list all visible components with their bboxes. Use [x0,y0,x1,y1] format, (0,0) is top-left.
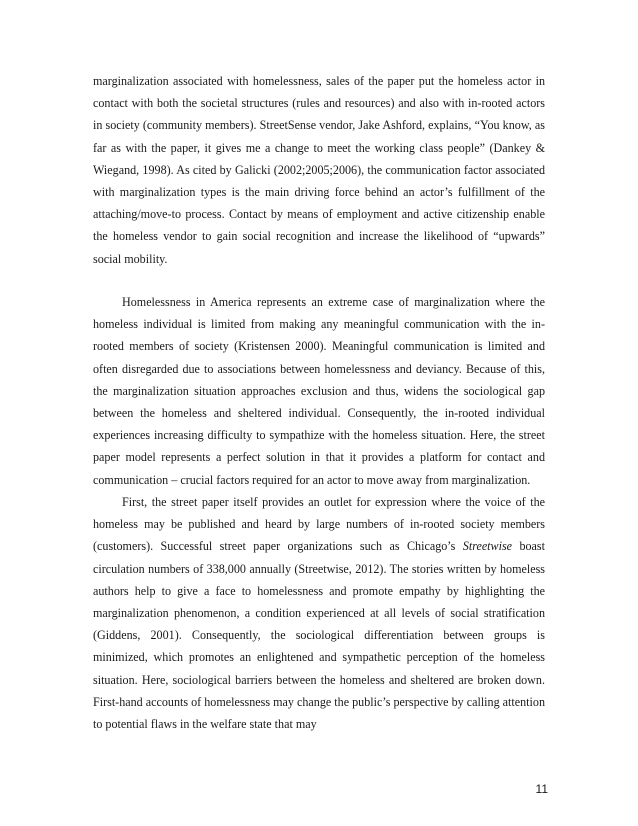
paragraph-3-text-after: boast circulation numbers of 338,000 annually (Streetwise, 2012). The stories written by homeless authors help to give a face to homelessness and promote empathy by highlighting the marginalization phenomenon, a condition experienced at all levels of social stratification (Giddens, 2001). Consequently, the sociological differentiation between groups is minimized, which promotes an enlightened and sympathetic perception of the homeless situation. Here, sociological barriers between the homeless and sheltered are broken down. First-hand accounts of homelessness may change the public’s perspective by calling attention to potential flaws in the welfare state that may [93,539,545,732]
paragraph-1-text: marginalization associated with homelessness, sales of the paper put the homeless actor in contact with both the societal structures (rules and resources) and also with in-rooted actors in society (community members). StreetSense vendor, Jake Ashford, explains, “You know, as far as with the paper, it gives me a change to meet the working class people” (Dankey & Wiegand, 1998). As cited by Galicki (2002;2005;2006), the communication factor associated with marginalization types is the main driving force behind an actor’s fulfillment of the attaching/move-to process. Contact by means of employment and active citizenship enable the homeless vendor to gain social recognition and increase the likelihood of “upwards” social mobility. [93,74,545,266]
page-number: 11 [535,782,548,796]
paragraph-2 [93,291,545,491]
paragraph-1 [93,70,545,270]
paragraph-3-emphasis-streetwise: Streetwise [462,539,513,554]
paragraph-3 [93,491,545,735]
paragraph-2-text: Homelessness in America represents an extreme case of marginalization where the homeless individual is limited from making any meaningful communication with the in-rooted members of society (Kristensen 2000). Meaningful communication is limited and often disregarded due to associations between homelessness and deviancy. Because of this, the marginalization situation approaches exclusion and thus, widens the sociological gap between the homeless and sheltered individual. Consequently, the in-rooted individual experiences increasing difficulty to sympathize with the homeless situation. Here, the street paper model represents a perfect solution in that it provides a platform for contact and communication – crucial factors required for an actor to move away from marginalization. [93,295,545,487]
paragraph-3-text-before: First, the street paper itself provides an outlet for expression where the voice of the homeless may be published and heard by large numbers of in-rooted society members (customers). Successful street paper organizations such as Chicago’s [93,495,545,554]
